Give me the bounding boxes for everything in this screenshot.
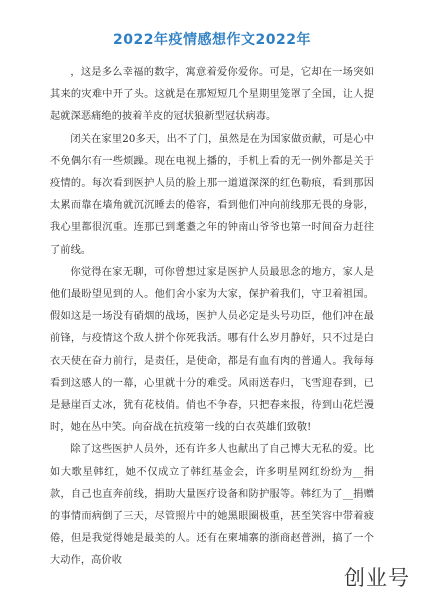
paragraph-3: 你觉得在家无聊，可你曾想过家是医护人员最思念的地方，家人是他们最盼望见到的人。他们舍小家为大家，保护着我们，守卫着祖国。假如这是一场没有硝烟的战场，医护人员必定是头号功臣，他们冲在最前锋，与疫情这个敌人拼个你死我活。哪有什么岁月静好，只不过是白衣天使在奋力前行，是责任，是使命，都是有血有肉的普通人。我每每看到这感人的一幕，心里就十分的难受。风雨送春归，飞雪迎春到，已是悬崖百丈冰，犹有花枝俏。俏也不争春，只把春来报，待到山花烂漫时，她在丛中笑。向奋战在抗疫第一线的白衣英雄们致敬! — [50, 266, 374, 434]
watermark-logo: 创业号 — [344, 566, 410, 590]
document-title: 2022年疫情感想作文2022年 — [113, 32, 311, 48]
paragraph-2: 闭关在家里20多天，出不了门，虽然是在为国家做贡献，可是心中不免偶尔有一些烦躁。现在电视上播的，手机上看的无一例外都是关于疫情的。每次看到医护人员的脸上那一道道深深的红色勒痕，看到那因太累而靠在墙角就沉沉睡去的倦容，看到他们冲向前线那无畏的身影，我心里都很沉重。连那已到耄耋之年的钟南山爷爷也第一时间奋力赶往了前线。 — [50, 133, 374, 256]
paragraph-1: ，这是多么幸福的数字，寓意着爱你爱你。可是，它却在一场突如其来的灾难中开了头。这就是在那短短几个星期里笼罩了全国，让人提起就深恶痛绝的披着羊皮的冠状狼新型冠状病毒。 — [50, 67, 374, 123]
paragraph-4: 除了这些医护人员外，还有许多人也献出了自己博大无私的爱。比如大歌星韩红，她不仅成立了韩红基金会，许多明星网红纷纷为__捐款，自己也直奔前线，捐助大量医疗设备和防护服等。韩红为了__捐赠的事情而病倒了三天，尽管照片中的她黑眼圈极重，甚至笑容中带着疲倦，但是我觉得她是最美的人。还有在柬埔寨的浙商赵普洲，搞了一个大动作，高价收 — [50, 444, 374, 567]
